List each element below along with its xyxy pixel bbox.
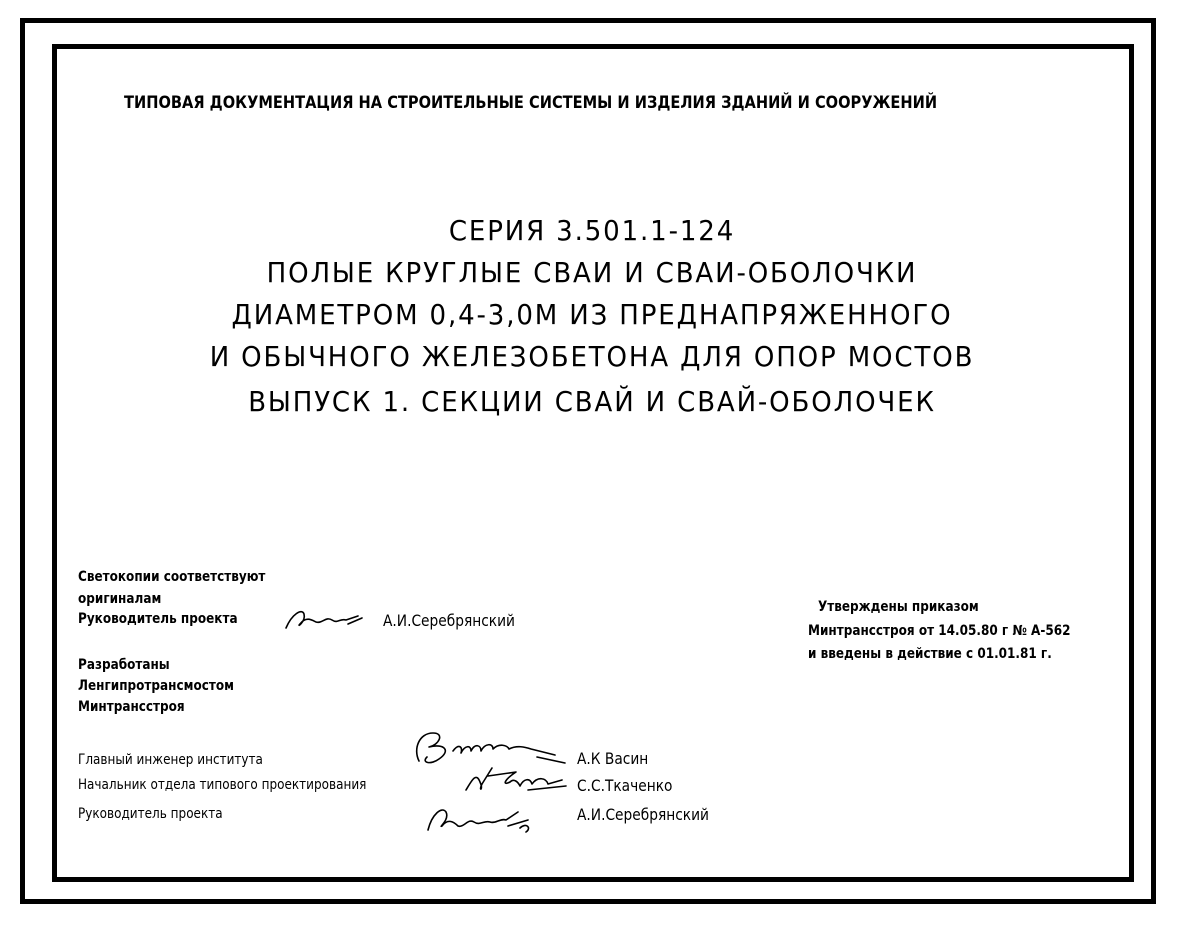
copies-note-line-2: оригиналам [78,591,162,607]
title-line-3: ДИАМЕТРОМ 0,4-3,0М ИЗ ПРЕДНАПРЯЖЕННОГО [231,298,953,331]
approval-line-1: Утверждены приказом [818,599,979,615]
title-line-5: ВЫПУСК 1. СЕКЦИИ СВАЙ И СВАЙ-ОБОЛОЧЕК [248,385,936,418]
signature-tkachenko [458,760,570,796]
signatory-role-3: Руководитель проекта [78,806,223,822]
signatory-name-1: А.К Васин [577,749,649,768]
series-title: СЕРИЯ 3.501.1-124 [448,214,736,247]
signatory-name-2: С.С.Ткаченко [577,776,673,795]
title-line-4: И ОБЫЧНОГО ЖЕЛЕЗОБЕТОНА ДЛЯ ОПОР МОСТОВ [209,340,975,373]
document-header: ТИПОВАЯ ДОКУМЕНТАЦИЯ НА СТРОИТЕЛЬНЫЕ СИСТЕМЫ И ИЗДЕЛИЯ ЗДАНИЙ И СООРУЖЕНИЙ [124,93,938,113]
copies-note-line-1: Светокопии соответствуют [78,569,266,585]
signature-serebryansky-1 [282,604,364,634]
approval-line-2: Минтрансстроя от 14.05.80 г № А-562 [808,623,1071,639]
signatory-name-3: А.И.Серебрянский [577,805,709,824]
copies-note-role: Руководитель проекта [78,611,238,627]
approval-line-3: и введены в действие с 01.01.81 г. [808,646,1052,662]
developed-line-1: Разработаны [78,657,170,673]
signatory-role-2: Начальник отдела типового проектирования [78,777,367,793]
copies-note-name: А.И.Серебрянский [383,611,515,630]
developed-line-3: Минтрансстроя [78,699,185,715]
signature-serebryansky-2 [420,800,540,836]
title-line-2: ПОЛЫЕ КРУГЛЫЕ СВАИ И СВАИ-ОБОЛОЧКИ [266,256,918,289]
developed-line-2: Ленгипротрансмостом [78,678,234,694]
signatory-role-1: Главный инженер института [78,752,263,768]
